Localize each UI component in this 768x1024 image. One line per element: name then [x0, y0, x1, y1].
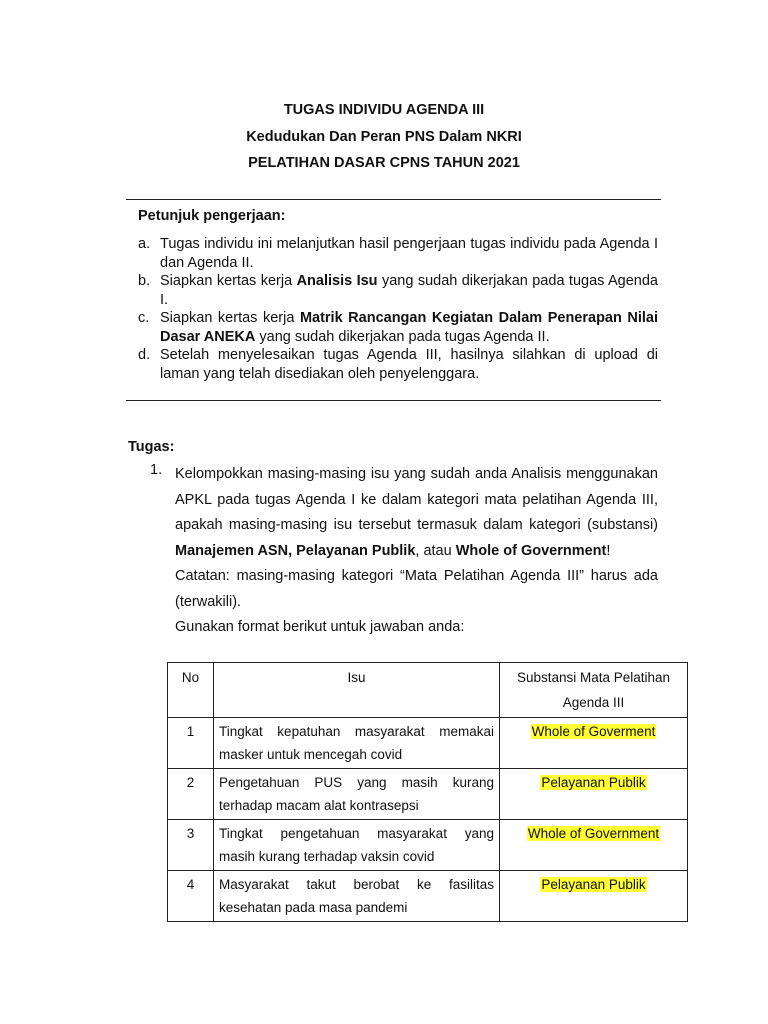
instruction-item — [138, 346, 658, 383]
cell-isu: Tingkat kepatuhan masyarakat memakai masker untuk mencegah covid — [214, 718, 500, 769]
instruction-letter: c. — [138, 310, 150, 326]
instruction-letter: d. — [138, 347, 151, 363]
cell-substansi — [500, 871, 688, 922]
instruction-item — [138, 309, 658, 346]
header-substansi: Substansi Mata Pelatihan Agenda III — [500, 663, 688, 718]
instruction-item — [138, 272, 658, 309]
cell-substansi — [500, 769, 688, 820]
top-rule — [126, 199, 661, 200]
cell-no: 3 — [168, 820, 214, 871]
highlighted-category: Whole of Goverment — [531, 724, 656, 739]
cell-substansi — [500, 718, 688, 769]
cell-substansi — [500, 820, 688, 871]
highlighted-category: Pelayanan Publik — [541, 877, 646, 892]
instruction-text: Tugas individu ini melanjutkan hasil pengerjaan tugas individu pada Agenda I dan Agenda II. — [160, 236, 658, 271]
cell-no: 1 — [168, 718, 214, 769]
task-note: Catatan: masing-masing kategori “Mata Pelatihan Agenda III” harus ada (terwakili). — [175, 568, 658, 610]
answer-table — [167, 662, 688, 922]
instruction-text: Siapkan kertas kerja Analisis Isu yang sudah dikerjakan pada tugas Agenda I. — [160, 273, 658, 308]
header-no: No — [168, 663, 214, 718]
instruction-letter: a. — [138, 236, 151, 252]
task-number: 1. — [150, 462, 163, 478]
cell-no: 4 — [168, 871, 214, 922]
instruction-text: Siapkan kertas kerja Matrik Rancangan Kegiatan Dalam Penerapan Nilai Dasar ANEKA yang sudah dikerjakan pada tugas Agenda II. — [160, 310, 659, 345]
instructions-heading: Petunjuk pengerjaan: — [138, 208, 286, 224]
cell-isu: Masyarakat takut berobat ke fasilitas kesehatan pada masa pandemi — [214, 871, 500, 922]
task-paragraph: Kelompokkan masing-masing isu yang sudah anda Analisis menggunakan APKL pada tugas Agenda I ke dalam kategori mata pelatihan Agenda III, apakah masing-masing isu tersebut termasuk dalam kategori (substansi) Manajemen ASN, Pelayanan Publik, atau Whole of Government! — [175, 466, 658, 559]
highlighted-category: Pelayanan Publik — [541, 775, 646, 790]
task-format-line: Gunakan format berikut untuk jawaban anda: — [175, 619, 465, 635]
doc-program: PELATIHAN DASAR CPNS TAHUN 2021 — [248, 155, 520, 171]
instruction-item — [138, 235, 658, 272]
task-body — [175, 462, 658, 641]
doc-title: TUGAS INDIVIDU AGENDA III — [283, 102, 485, 118]
header-isu: Isu — [214, 663, 500, 718]
instruction-letter: b. — [138, 273, 151, 289]
doc-subtitle: Kedudukan Dan Peran PNS Dalam NKRI — [246, 129, 522, 145]
instructions-list — [138, 235, 658, 383]
cell-isu: Tingkat pengetahuan masyarakat yang masih kurang terhadap vaksin covid — [214, 820, 500, 871]
table-row — [168, 718, 688, 769]
cell-isu: Pengetahuan PUS yang masih kurang terhadap macam alat kontrasepsi — [214, 769, 500, 820]
tugas-heading: Tugas: — [128, 439, 175, 455]
table-row — [168, 871, 688, 922]
highlighted-category: Whole of Government — [527, 826, 660, 841]
table-header-row — [168, 663, 688, 718]
table-row — [168, 820, 688, 871]
cell-no: 2 — [168, 769, 214, 820]
bottom-rule — [126, 400, 661, 401]
instruction-text: Setelah menyelesaikan tugas Agenda III, hasilnya silahkan di upload di laman yang telah disediakan oleh penyelenggara. — [160, 347, 658, 382]
table-row — [168, 769, 688, 820]
